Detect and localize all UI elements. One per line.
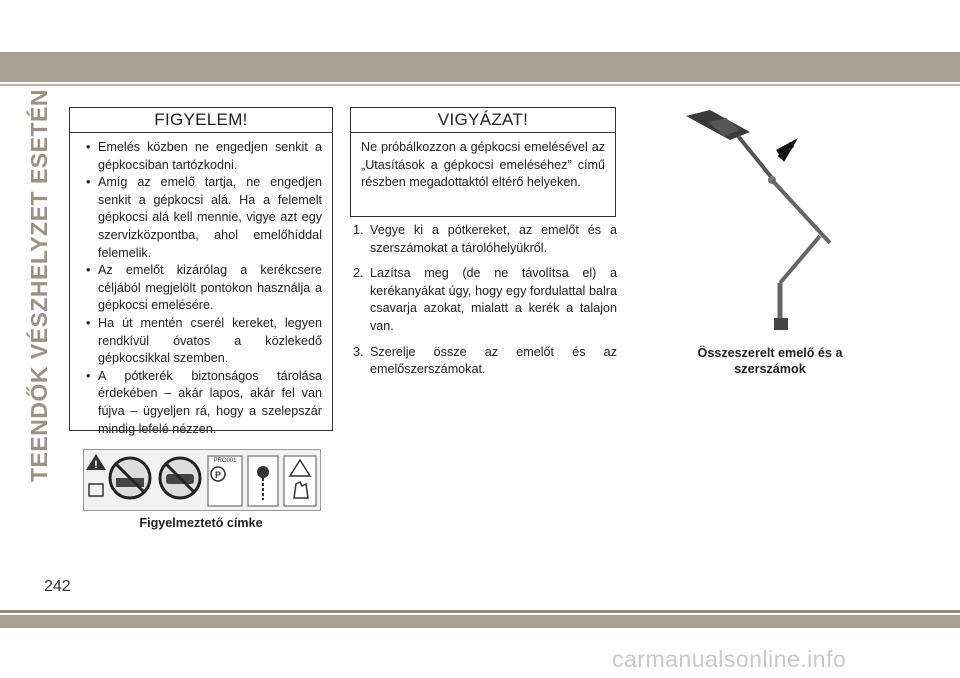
watermark: carmanualsonline.info (612, 646, 847, 672)
warning-label-image (83, 449, 321, 511)
step-item (353, 265, 617, 335)
jack-crank (738, 136, 772, 178)
warning-list (80, 139, 322, 438)
top-band (0, 52, 960, 82)
jack-caption-line: Összeszerelt emelő és a (697, 346, 843, 360)
warning-label-caption: Figyelmeztető címke (139, 516, 263, 530)
top-divider (0, 84, 960, 86)
caution-title: VIGYÁZAT! (351, 108, 615, 133)
page-number: 242 (44, 578, 71, 595)
jack-tools-image (680, 108, 840, 338)
caution-text: Ne próbálkozzon a gépkocsi emelésével az „Utasítások a gépkocsi emeléséhez” című részben megadottaktól eltérő helyeken. (361, 140, 605, 190)
warning-title: FIGYELEM! (70, 108, 332, 133)
jack-caption-line: szerszámok (734, 362, 806, 376)
step-text: Vegye ki a pótkereket, az emelőt és a szerszámokat a tárolóhelyükről. (370, 223, 617, 255)
warning-box (69, 107, 333, 436)
step-number: 2. (353, 266, 364, 281)
jack-tools-caption (680, 345, 860, 377)
bottom-divider (0, 610, 960, 613)
lug-wrench-socket (774, 318, 788, 330)
warning-label-code: PRO001 (213, 458, 237, 464)
step-text: Lazítsa meg (de ne távolítsa el) a kerékanyákat úgy, hogy egy fordulattal balra csavarja azokat, mialatt a kerék a talajon van. (370, 266, 617, 333)
jack-tools-illustration (680, 108, 840, 338)
warning-item: • Emelés közben ne engedjen senkit a gépkocsiban tartózkodni. (80, 139, 322, 174)
step-item (353, 344, 617, 379)
svg-text:!: ! (94, 459, 98, 471)
extension-rod (772, 180, 830, 243)
step-item (353, 222, 617, 257)
warning-label-illustration (84, 450, 320, 510)
svg-text:P: P (214, 470, 222, 480)
procedure-steps (353, 222, 617, 387)
step-number: 1. (353, 223, 364, 237)
bottom-band (0, 615, 960, 628)
manual-book-icon (89, 484, 103, 496)
warning-item: • Az emelőt kizárólag a kerékcsere céljából megjelölt pontokon használja a gépkocsi emelésére. (80, 262, 322, 315)
warning-item: • A pótkerék biztonságos tárolása érdekében – akár lapos, akár fel van fújva – ügyeljen rá, hogy a szelepszár mindig lefelé nézzen. (80, 368, 322, 438)
step-text: Szerelje össze az emelőt és az emelőszerszámokat. (370, 344, 617, 377)
wrench-handle (780, 236, 820, 283)
warning-item: • Ha út mentén cserél kereket, legyen rendkívül óvatos a közlekedő gépkocsikkal szemben. (80, 315, 322, 368)
caution-box (350, 107, 616, 217)
side-section-title: TEENDŐK VÉSZHELYZET ESETÉN (26, 89, 52, 482)
warning-item: • Amíg az emelő tartja, ne engedjen senkit a gépkocsi alá. Ha a felemelt gépkocsi alá kell mennie, vigye azt egy szervizközpontba, ahol emelőhíddal felemelik. (80, 174, 322, 262)
caution-body (351, 133, 615, 200)
step-number: 3. (353, 344, 364, 359)
warning-body (70, 133, 332, 446)
